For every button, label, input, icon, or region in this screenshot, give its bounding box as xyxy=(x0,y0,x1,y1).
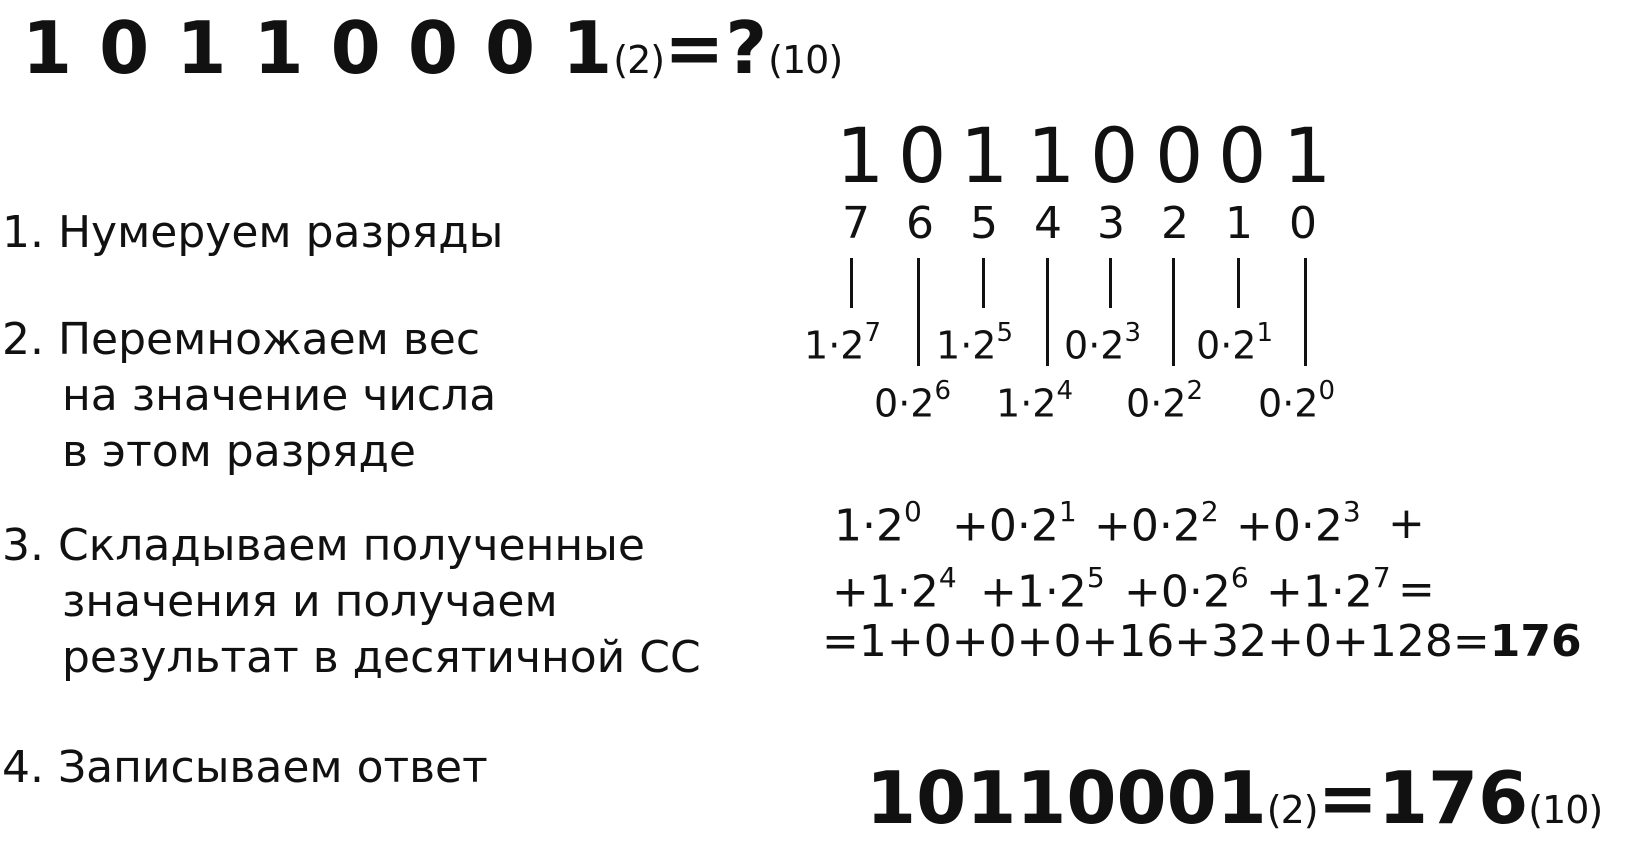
step-2-line-2: на значение числа xyxy=(62,370,497,421)
bit-digit: 1 xyxy=(836,111,885,200)
position-number: 0 xyxy=(1289,198,1317,249)
sum-term: $+0\cdot 2^1$ xyxy=(952,495,1077,552)
bit-digit: 0 xyxy=(1090,111,1139,200)
bit-digit: 0 xyxy=(1218,111,1267,200)
sum-term: $+1\cdot 2^4$ xyxy=(832,561,957,618)
weighted-term: $0\cdot 2^0$ xyxy=(1258,376,1336,426)
sum-result: 176 xyxy=(1489,616,1582,667)
bit-digit: 1 xyxy=(1283,111,1332,200)
answer-binary: 10110001 xyxy=(866,756,1267,840)
weighted-term: $0\cdot 2^6$ xyxy=(874,376,952,426)
sum-term: $1\cdot 2^0$ xyxy=(834,495,922,552)
step-2 xyxy=(2,312,496,480)
connector-line xyxy=(1109,258,1112,308)
answer-decimal: 176 xyxy=(1377,756,1529,840)
connector-line xyxy=(1172,258,1175,366)
title-base-to: (10) xyxy=(768,38,843,82)
answer-base-from: (2) xyxy=(1266,788,1318,832)
answer-equals: = xyxy=(1317,756,1378,840)
sum-term: $+0\cdot 2^6$ xyxy=(1124,561,1249,618)
step-2-line-1: 2. Перемножаем вес xyxy=(2,314,481,365)
sum-term: $+1\cdot 2^5$ xyxy=(980,561,1105,618)
connector-line xyxy=(1304,258,1307,366)
problem-title xyxy=(22,6,843,90)
sum-term: $+1\cdot 2^7$ xyxy=(1266,561,1391,618)
step-3-line-3: результат в десятичной СС xyxy=(62,632,701,683)
title-equals-question: =? xyxy=(664,6,769,90)
step-4: 4. Записываем ответ xyxy=(2,742,488,793)
final-answer xyxy=(866,756,1603,840)
sum-expansion: =1+0+0+0+16+32+0+128= xyxy=(822,616,1490,667)
sum-operator: + xyxy=(1388,498,1425,549)
step-3 xyxy=(2,518,701,686)
position-number: 4 xyxy=(1034,198,1062,249)
bit-digit: 1 xyxy=(960,111,1009,200)
sum-term: $+0\cdot 2^2$ xyxy=(1094,495,1219,552)
weighted-term: $1\cdot 2^7$ xyxy=(804,318,882,368)
sum-operator: = xyxy=(1398,564,1435,615)
connector-line xyxy=(982,258,985,308)
bit-digit: 0 xyxy=(898,111,947,200)
title-number: 1 0 1 1 0 0 0 1 xyxy=(22,6,614,90)
position-number: 5 xyxy=(970,198,998,249)
title-base-from: (2) xyxy=(613,38,665,82)
position-number: 3 xyxy=(1097,198,1125,249)
weighted-term: $1\cdot 2^4$ xyxy=(996,376,1074,426)
step-3-line-2: значения и получаем xyxy=(62,576,558,627)
connector-line xyxy=(1237,258,1240,308)
connector-line xyxy=(850,258,853,308)
step-1: 1. Нумеруем разряды xyxy=(2,207,504,258)
connector-line xyxy=(1046,258,1049,366)
sum-term: $+0\cdot 2^3$ xyxy=(1236,495,1361,552)
bit-digit: 0 xyxy=(1155,111,1204,200)
position-number: 1 xyxy=(1225,198,1253,249)
position-number: 6 xyxy=(906,198,934,249)
connector-line xyxy=(917,258,920,366)
answer-base-to: (10) xyxy=(1528,788,1603,832)
bit-digit: 1 xyxy=(1027,111,1076,200)
position-number: 2 xyxy=(1161,198,1189,249)
weighted-term: $0\cdot 2^1$ xyxy=(1196,318,1274,368)
step-3-line-1: 3. Складываем полученные xyxy=(2,520,645,571)
weighted-term: $1\cdot 2^5$ xyxy=(936,318,1014,368)
position-number: 7 xyxy=(842,198,870,249)
sum-total-line xyxy=(822,616,1582,667)
step-2-line-3: в этом разряде xyxy=(62,426,416,477)
weighted-term: $0\cdot 2^2$ xyxy=(1126,376,1204,426)
weighted-term: $0\cdot 2^3$ xyxy=(1064,318,1142,368)
